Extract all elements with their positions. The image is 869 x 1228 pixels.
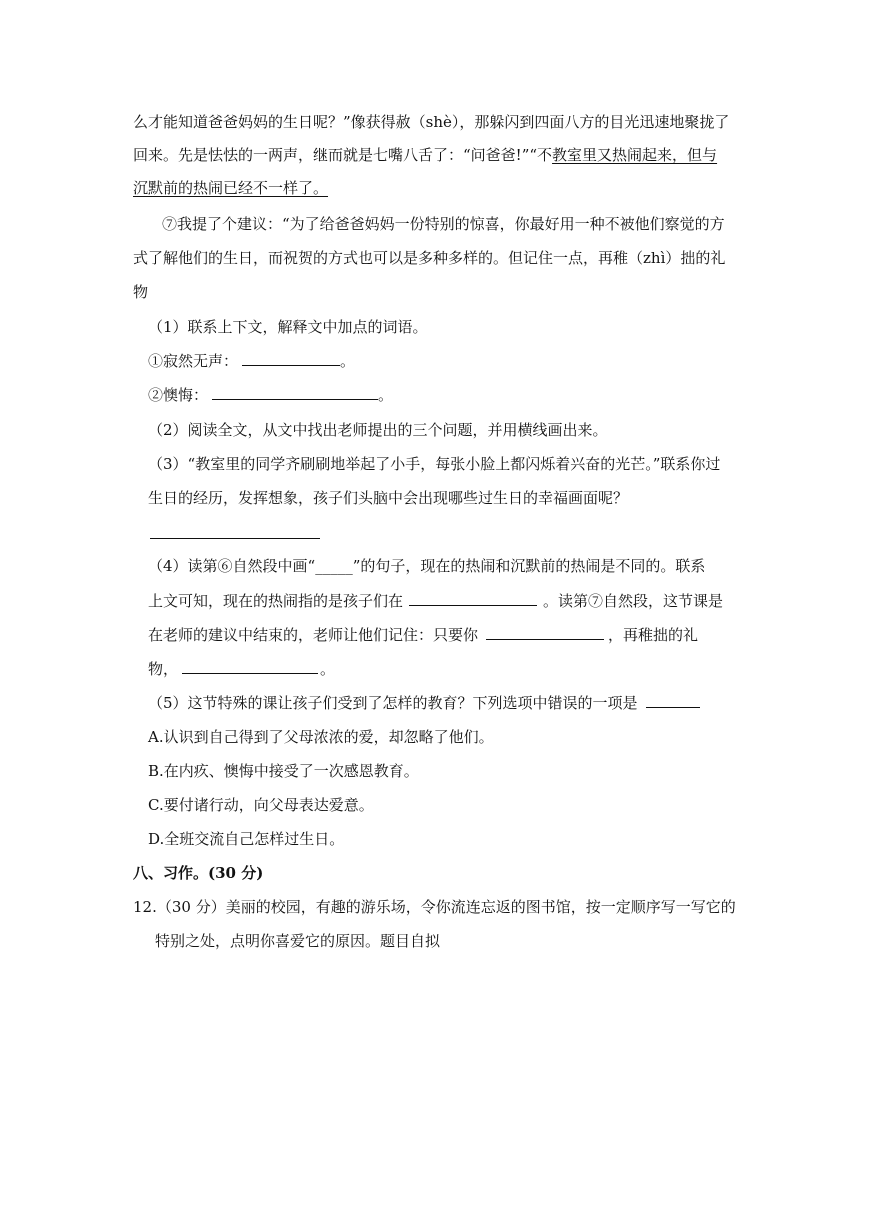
question-1b <box>148 385 393 405</box>
question-3-line2: 生日的经历，发挥想象，孩子们头脑中会出现哪些过生日的幸福画面呢？ <box>148 489 629 507</box>
section-8-heading: 八、习作。(30 分) <box>133 864 264 882</box>
question-5 <box>148 693 700 713</box>
question-1a <box>148 351 355 371</box>
underlined-sentence-part1: 教室里又热闹起来，但与 <box>552 146 718 164</box>
answer-blank-1b[interactable] <box>212 385 378 400</box>
question-4-line4 <box>148 659 335 679</box>
question-4-line2 <box>148 591 723 611</box>
option-c: C.要付诸行动，向父母表达爱意。 <box>148 796 374 814</box>
answer-blank-4c[interactable] <box>182 659 318 674</box>
question-4-line3 <box>148 625 698 645</box>
question-4-line4-a: 物， <box>148 660 179 678</box>
passage-p6-line2 <box>133 145 717 165</box>
option-b: B.在内疚、懊悔中接受了一次感恩教育。 <box>148 762 419 780</box>
question-4-line1: （4）读第⑥自然段中画“_____”的句子，现在的热闹和沉默前的热闹是不同的。联系 <box>148 557 706 575</box>
option-a: A.认识到自己得到了父母浓浓的爱，却忽略了他们。 <box>148 728 494 746</box>
passage-p7-line2: 式了解他们的生日，而祝贺的方式也可以是多种多样的。但记住一点，再稚（zhì）拙的礼 <box>133 249 726 267</box>
question-4-line3-b: ，再稚拙的礼 <box>608 626 699 644</box>
question-12-line2: 特别之处，点明你喜爱它的原因。题目自拟 <box>155 932 441 950</box>
question-1a-end: 。 <box>340 352 356 370</box>
question-4-line4-b: 。 <box>320 660 336 678</box>
question-1b-end: 。 <box>378 386 394 404</box>
option-d: D.全班交流自己怎样过生日。 <box>148 830 345 848</box>
question-3-line1: （3）“教室里的同学齐刷刷地举起了小手，每张小脸上都闪烁着兴奋的光芒。”联系你过 <box>148 455 721 473</box>
passage-p6-line1: 么才能知道爸爸妈妈的生日呢？”像获得赦（shè），那躲闪到四面八方的目光迅速地聚拢了 <box>133 113 730 131</box>
question-1b-label: ②懊悔： <box>148 386 209 404</box>
question-4-line2-a: 上文可知，现在的热闹指的是孩子们在 <box>148 592 404 610</box>
question-1: （1）联系上下文，解释文中加点的词语。 <box>148 318 428 336</box>
passage-p6-line2-text: 回来。先是怯怯的一两声，继而就是七嘴八舌了：“问爸爸!”“不 <box>133 146 553 164</box>
passage-p7-line1: ⑦我提了个建议：“为了给爸爸妈妈一份特别的惊喜，你最好用一种不被他们察觉的方 <box>162 215 725 233</box>
answer-blank-3[interactable] <box>150 538 320 539</box>
answer-blank-5[interactable] <box>646 693 700 708</box>
passage-p7-line3: 物 <box>133 283 149 301</box>
underlined-sentence-part2: 沉默前的热闹已经不一样了。 <box>133 179 329 197</box>
question-12-line1: 12.（30 分）美丽的校园，有趣的游乐场，令你流连忘返的图书馆，按一定顺序写一写它的 <box>133 898 736 916</box>
question-4-line2-b: 。读第⑦自然段，这节课是 <box>543 592 724 610</box>
answer-blank-4a[interactable] <box>409 591 537 606</box>
answer-blank-1a[interactable] <box>242 351 340 366</box>
answer-blank-4b[interactable] <box>486 625 604 640</box>
question-5-text: （5）这节特殊的课让孩子们受到了怎样的教育？下列选项中错误的一项是 <box>148 694 638 712</box>
question-1a-label: ①寂然无声： <box>148 352 239 370</box>
question-4-line3-a: 在老师的建议中结束的，老师让他们记住：只要你 <box>148 626 479 644</box>
question-2: （2）阅读全文，从文中找出老师提出的三个问题，并用横线画出来。 <box>148 421 608 439</box>
